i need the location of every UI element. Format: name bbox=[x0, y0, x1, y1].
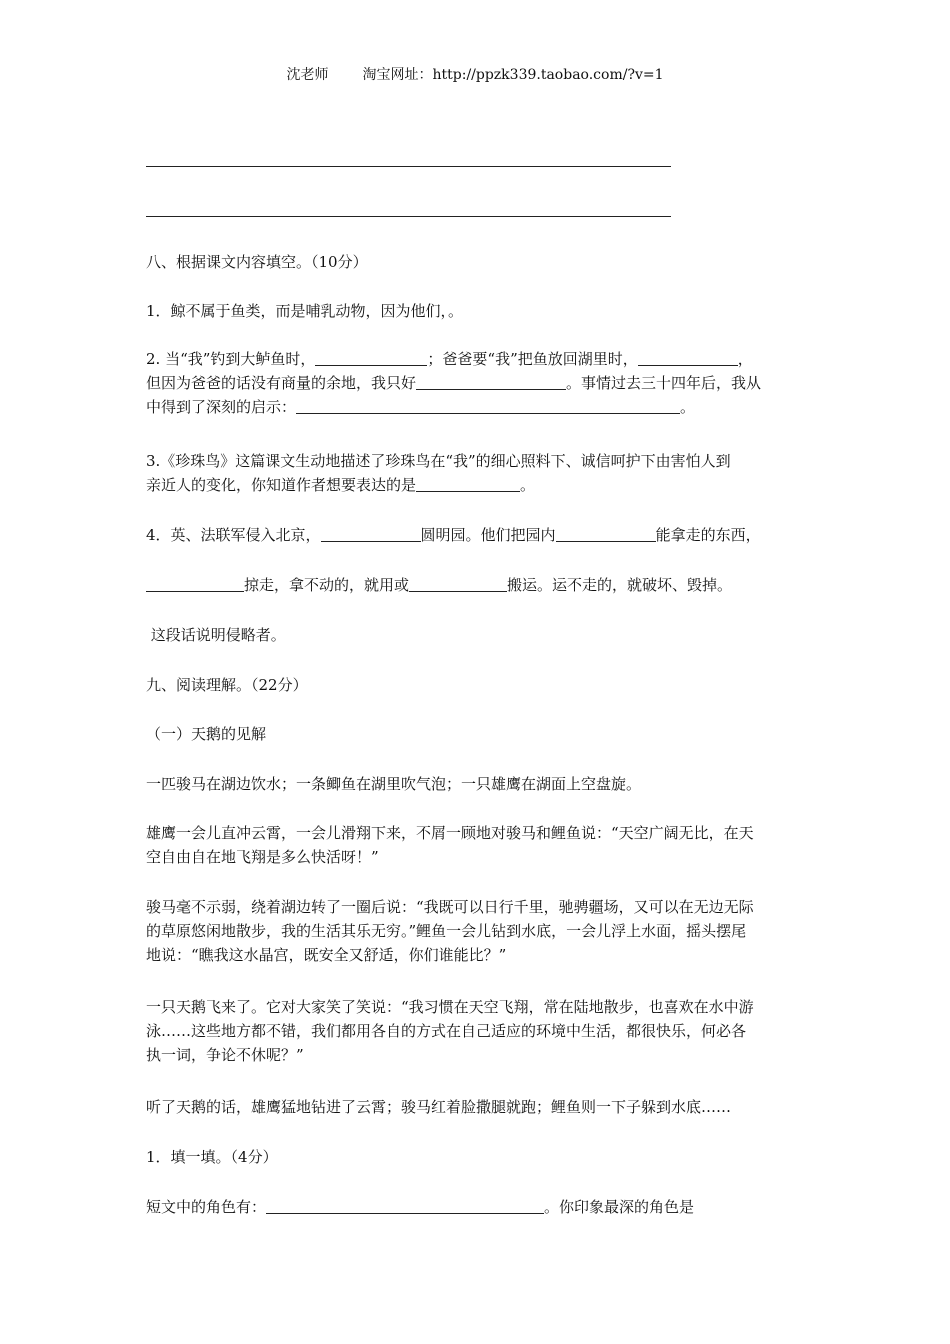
section-9-question-1-prompt: 短文中的角色有： 。你印象最深的角色是 bbox=[146, 1198, 695, 1216]
passage-paragraph-2: 雄鹰一会儿直冲云霄，一会儿滑翔下来，不屑一顾地对骏马和鲤鱼说：“天空广阔无比，在天 空自由自在地飞翔是多么快活呀！” bbox=[146, 824, 754, 866]
fill-blank[interactable] bbox=[556, 525, 656, 542]
fill-blank[interactable] bbox=[638, 349, 738, 366]
section-8-question-4-line-2: 掠走，拿不动的，就用或 搬运。运不走的，就破坏、毁掉。 bbox=[146, 573, 810, 597]
section-8-question-2: 2. 当“我”钓到大鲈鱼时， ；爸爸要“我”把鱼放回湖里时， ， 但因为爸爸的话没有商量的余地，我只好 。事情过去三十四年后，我从 中得到了深刻的启示： 。 bbox=[146, 350, 762, 416]
passage-paragraph-3: 骏马毫不示弱，绕着湖边转了一圈后说：“我既可以日行千里，驰骋疆场，又可以在无边无际 的草原悠闲地散步，我的生活其乐无穷。”鲤鱼一会儿钻到水底，一会儿浮上水面，摇头摆尾 地说：“瞧我这水晶宫，既安全又舒适，你们谁能比？” bbox=[146, 898, 754, 964]
section-9-question-1-title: 1．填一填。（4分） bbox=[146, 1148, 278, 1166]
section-9-title: 九、阅读理解。（22分） bbox=[146, 676, 308, 694]
section-8-question-4-line-3: 这段话说明侵略者。 bbox=[146, 626, 286, 644]
fill-blank[interactable] bbox=[416, 475, 520, 492]
fill-blank[interactable] bbox=[296, 397, 680, 414]
section-8-question-1: 1．鲸不属于鱼类，而是哺乳动物，因为他们，。 bbox=[146, 302, 464, 320]
header-shop-url: 淘宝网址：http://ppzk339.taobao.com/?v=1 bbox=[362, 67, 664, 83]
header-author: 沈老师 bbox=[286, 67, 329, 83]
section-8-question-3: 3.《珍珠鸟》这篇课文生动地描述了珍珠鸟在“我”的细心照料下、诚信呵护下由害怕人到 亲近人的变化，你知道作者想要表达的是 。 bbox=[146, 452, 731, 494]
section-8-question-4-line-1: 4．英、法联军侵入北京， 圆明园。他们把园内 能拿走的东西， bbox=[146, 526, 761, 544]
passage-paragraph-1: 一匹骏马在湖边饮水；一条鲫鱼在湖里吹气泡；一只雄鹰在湖面上空盘旋。 bbox=[146, 775, 642, 793]
fill-blank[interactable] bbox=[416, 373, 566, 390]
fill-blank[interactable] bbox=[266, 1197, 544, 1214]
answer-line-1 bbox=[146, 166, 671, 167]
answer-line-2 bbox=[146, 216, 671, 217]
passage-paragraph-4: 一只天鹅飞来了。它对大家笑了笑说：“我习惯在天空飞翔，常在陆地散步，也喜欢在水中游 泳……这些地方都不错，我们都用各自的方式在自己适应的环境中生活，都很快乐，何必各 执一词，争论不休呢？” bbox=[146, 998, 754, 1064]
passage-title: （一）天鹅的见解 bbox=[146, 725, 267, 743]
fill-blank[interactable] bbox=[321, 525, 421, 542]
passage-paragraph-5: 听了天鹅的话，雄鹰猛地钻进了云霄；骏马红着脸撒腿就跑；鲤鱼则一下子躲到水底…… bbox=[146, 1098, 732, 1116]
page-header bbox=[0, 66, 950, 84]
section-8-title: 八、根据课文内容填空。（10分） bbox=[146, 253, 368, 271]
fill-blank[interactable] bbox=[146, 575, 244, 592]
fill-blank[interactable] bbox=[409, 575, 507, 592]
fill-blank[interactable] bbox=[315, 349, 427, 366]
